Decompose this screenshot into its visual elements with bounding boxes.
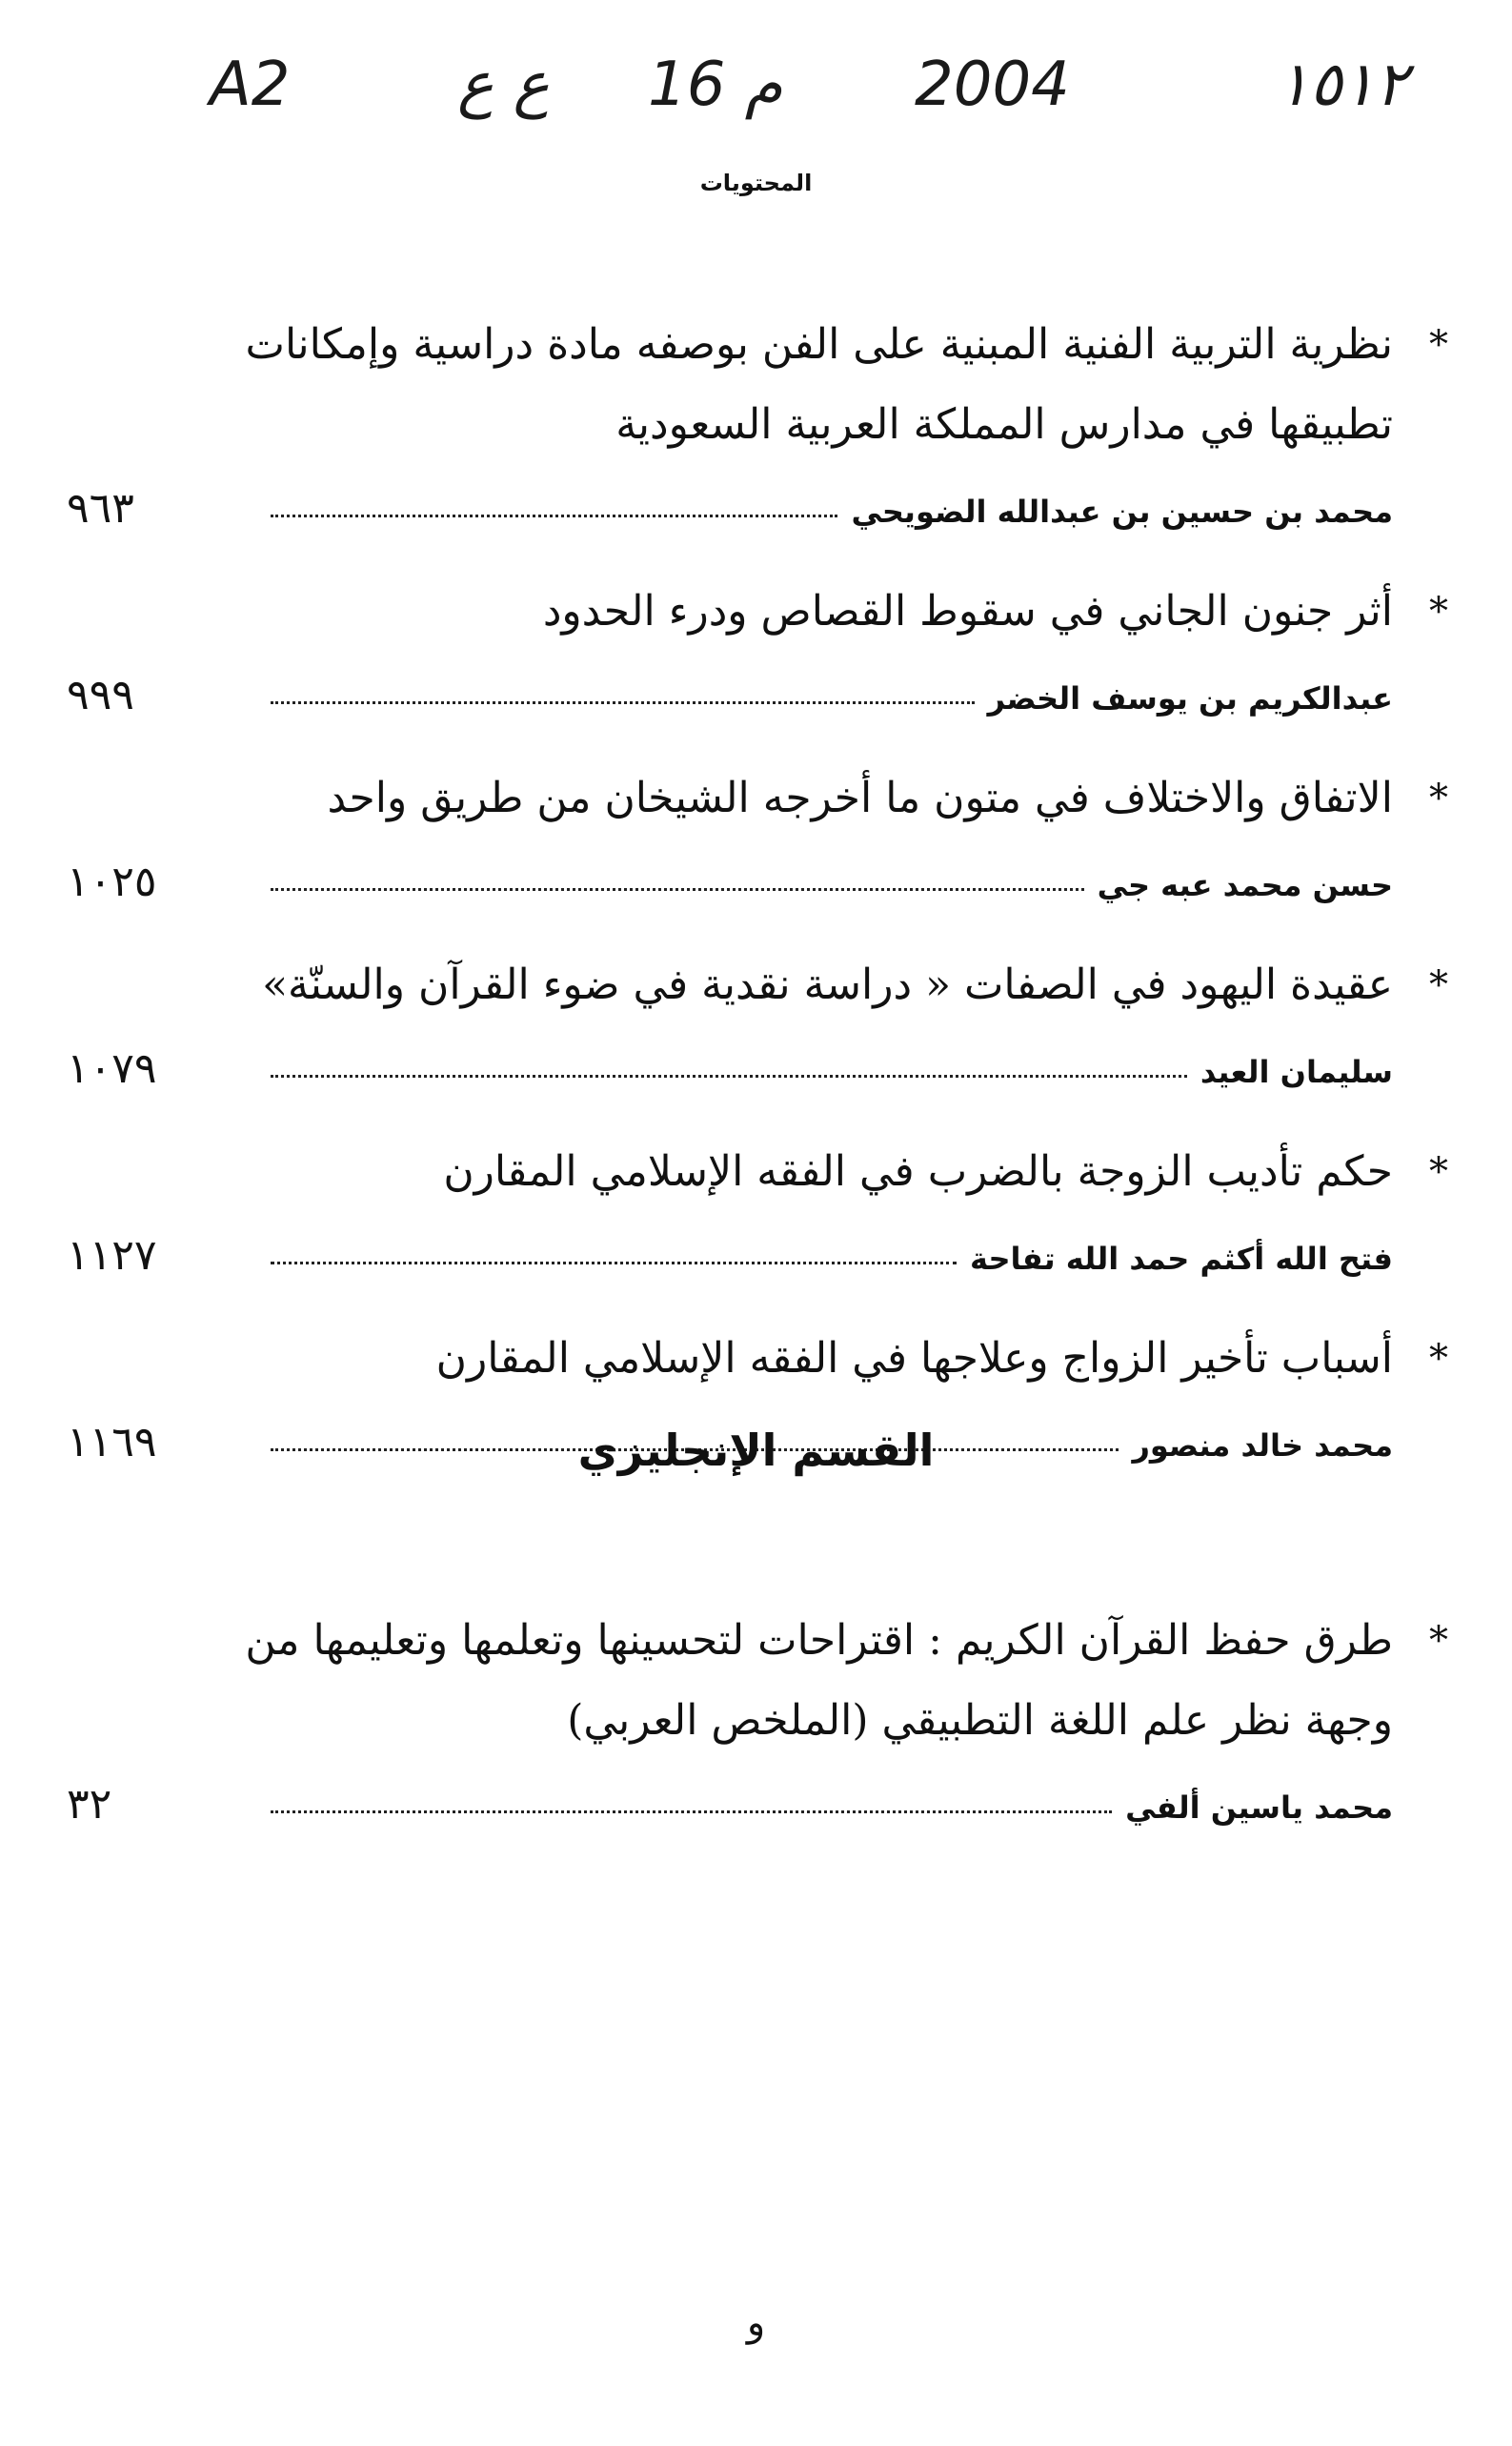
asterisk-bullet-icon: * [1429, 1150, 1448, 1194]
entry-page-number: ٩٦٣ [67, 484, 134, 533]
asterisk-bullet-icon: * [1429, 963, 1448, 1007]
toc-entry [57, 1601, 1448, 1849]
entry-page-number: ٩٩٩ [67, 671, 134, 719]
entry-title: أسباب تأخير الزواج وعلاجها في الفقه الإسلامي المقارن [435, 1334, 1393, 1383]
entry-author: فتح الله أكثم حمد الله تفاحة [970, 1241, 1393, 1277]
entry-author-row [57, 1761, 1448, 1849]
handwritten-part: A2 [210, 50, 291, 120]
dot-leader [271, 1809, 1112, 1813]
entry-author: عبدالكريم بن يوسف الخضر [987, 680, 1393, 717]
entry-title-row [57, 945, 1448, 1025]
entry-page-number: ٣٢ [67, 1780, 112, 1829]
entry-author: محمد خالد منصور [1132, 1427, 1393, 1464]
dot-leader [271, 1261, 957, 1264]
handwritten-annotation [210, 38, 1448, 143]
entry-page-number: ١١٢٧ [67, 1231, 157, 1280]
dot-leader [271, 887, 1084, 891]
entry-page-number: ١٠٧٩ [67, 1044, 157, 1093]
toc-entry [57, 758, 1448, 926]
entry-title: عقيدة اليهود في الصفات « دراسة نقدية في ضوء القرآن والسنّة» [262, 960, 1393, 1009]
entry-title-row [57, 758, 1448, 839]
handwritten-part: 2004 [915, 50, 1070, 120]
entry-author: حسن محمد عبه جي [1097, 867, 1393, 903]
entry-author: محمد بن حسين بن عبدالله الضويحي [851, 494, 1393, 530]
asterisk-bullet-icon: * [1429, 777, 1448, 820]
entry-title-row [57, 305, 1448, 465]
entry-page-number: ١١٦٩ [67, 1418, 157, 1466]
entry-author: سليمان العيد [1200, 1054, 1393, 1090]
asterisk-bullet-icon: * [1429, 1337, 1448, 1381]
entry-title: طرق حفظ القرآن الكريم : اقتراحات لتحسينها وتعلمها وتعليمها من وجهة نظر علم اللغة التطبيقي (الملخص العربي) [245, 1616, 1393, 1745]
handwritten-part: ١٥١٢ [1277, 50, 1408, 120]
english-contents-list [57, 1601, 1448, 1868]
entry-title: حكم تأديب الزوجة بالضرب في الفقه الإسلامي المقارن [443, 1147, 1393, 1196]
toc-entry [57, 1132, 1448, 1300]
arabic-contents-list [57, 305, 1448, 1506]
entry-author: محمد ياسين ألفي [1125, 1789, 1393, 1826]
handwritten-part: 16 م [648, 50, 783, 120]
entry-page-number: ١٠٢٥ [67, 858, 157, 906]
entry-author-row [57, 652, 1448, 739]
entry-title-row [57, 1132, 1448, 1212]
page-folio: و [746, 2301, 766, 2345]
toc-entry [57, 945, 1448, 1113]
toc-entry [57, 572, 1448, 739]
section-heading-english-part: القسم الإنجليزي [577, 1425, 935, 1476]
asterisk-bullet-icon: * [1429, 590, 1448, 634]
entry-title-row [57, 1319, 1448, 1399]
entry-author-row [57, 1212, 1448, 1300]
entry-title-row [57, 1601, 1448, 1761]
entry-title-row [57, 572, 1448, 652]
entry-author-row [57, 465, 1448, 553]
handwritten-part: ع ع [457, 50, 550, 120]
entry-author-row [57, 839, 1448, 926]
asterisk-bullet-icon: * [1429, 323, 1448, 367]
dot-leader [271, 1074, 1187, 1078]
dot-leader [271, 514, 837, 517]
entry-title: نظرية التربية الفنية المبنية على الفن بوصفه مادة دراسية وإمكانات تطبيقها في مدارس المملكة العربية السعودية [245, 320, 1393, 449]
toc-entry [57, 305, 1448, 553]
dot-leader [271, 700, 975, 704]
entry-title: أثر جنون الجاني في سقوط القصاص ودرء الحدود [542, 587, 1393, 636]
entry-title: الاتفاق والاختلاف في متون ما أخرجه الشيخان من طريق واحد [327, 774, 1393, 822]
running-head: المحتويات [699, 170, 813, 196]
entry-author-row [57, 1025, 1448, 1113]
asterisk-bullet-icon: * [1429, 1619, 1448, 1663]
